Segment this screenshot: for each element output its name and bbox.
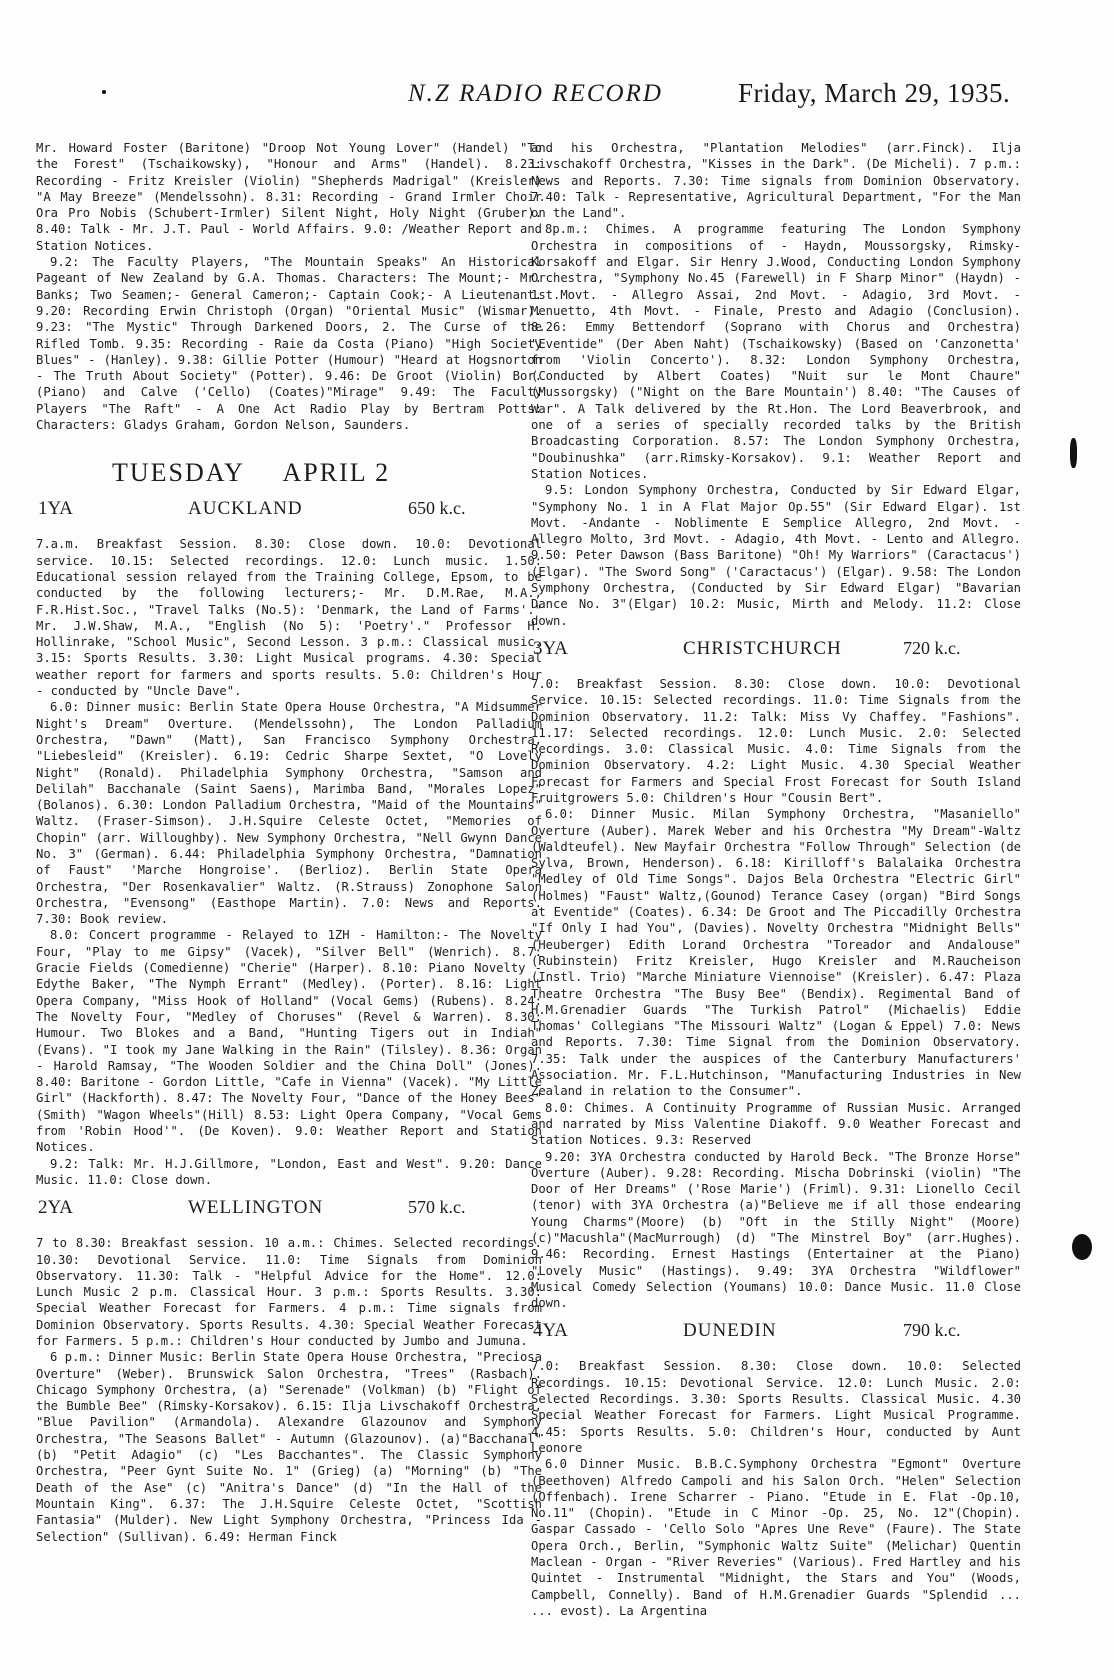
station-code: 4YA [533,1320,568,1342]
program-paragraph: Mr. Howard Foster (Baritone) "Droop Not Young Lover" (Handel) "To the Forest" (Tschaikowsky), "Honour and Arms" (Handel). 8.23: Recording - Fritz Kreisler (Violin) "Shepherds Madrigal" (Kreisler) "A May Breeze" (Mendelssohn). 8.31: Recording - Grand Irmler Choir Ora Pro Nobis (Schubert-Irmler) Silent Night, Holy Night (Gruber). 8.40: Talk - Mr. J.T. Paul - World Affairs. 9.0: /Weather Report and Station Notices. [36,141,542,253]
station-frequency: 650 k.c. [408,498,466,519]
masthead [408,78,1011,120]
station-heading [36,495,542,522]
day-name: TUESDAY [112,458,244,488]
ink-blot [1072,1234,1092,1260]
day-date: APRIL 2 [282,458,391,488]
program-paragraph: 7.0: Breakfast Session. 8.30: Close down. 10.0: Selected Recordings. 10.15: Devotional Service. 12.0: Lunch Music. 2.0: Selected Recordings. 3.30: Sports Results. Classical Music. 4.30 Special Weather Forecast for Farmers. Light Musical Programme. 4.45: Sports Results. 5.0: Children's Hour, conducted by Aunt Leonore [531,1359,1021,1455]
station-code: 3YA [533,637,568,659]
program-paragraph: 7 to 8.30: Breakfast session. 10 a.m.: Chimes. Selected recordings. 10.30: Devotional Service. 11.0: Time Signals from Dominion Observatory. 11.30: Talk - "Helpful Advice for the Home". 12.0: Lunch Music 2 p.m. Classical Hour. 3 p.m.: Sports Results. 3.30: Special Weather Forecast for Farmers. 4 p.m.: Time signals from Dominion Observatory. Sports Results. 4.30: Special Weather Forecast for Farmers. 5 p.m.: Children's Hour conducted by Jumbo and Jumuna. [36,1236,542,1348]
program-paragraph: 9.20: 3YA Orchestra conducted by Harold Beck. "The Bronze Horse" Overture (Auber). 9.28: Recording. Mischa Dobrinski (violin) "The Door of Her Dreams" ('Rose Marie') (Friml). 9.31: Lionello Cecil (tenor) with 3YA Orchestra (a)"Believe me if all those endearing Young Charms"(Moore) (b) "Oft in the Stilly Night" (Moore) (c)"Macushla"(MacMurrough) (d) "The Minstrel Boy" (arr.Hughes). 9.46: Recording. Ernest Hastings (Entertainer at the Piano) "Lovely Music" (Hastings). 9.49: 3YA Orchestra "Wildflower" Musical Comedy Selection (Youmans) 10.0: Dance Music. 11.0 Close down. [531,1149,1021,1311]
day-heading [112,457,542,489]
program-paragraph: 6 p.m.: Dinner Music: Berlin State Opera House Orchestra, "Preciosa Overture" (Weber). Brunswick Salon Orchestra, "Trees" (Rasbach). Chicago Symphony Orchestra, (a) "Serenade" (Volkman) (b) "Flight of the Bumble Bee" (Rimsky-Korsakov). 6.15: Ilja Livschakoff Orchestra, "Blue Pavilion" (Armandola). Alexandre Glazounov and Symphony Orchestra, "The Seasons Ballet" - Autumn (Glazounov). (a)"Bacchanal" (b) "Petit Adagio" (c) "Les Bacchantes". The Classic Symphony Orchestra, "Peer Gynt Suite No. 1" (Grieg) (a) "Morning" (b) "The Death of the Ase" (c) "Anitra's Dance" (d) "In the Hall of the Mountain King". 6.37: The J.H.Squire Celeste Octet, "Scottish Fantasia" (Mulder). New Light Symphony Orchestra, "Princess Ida - Selection" (Sullivan). 6.49: Herman Finck [36,1350,542,1544]
program-paragraph: 8.0: Chimes. A Continuity Programme of Russian Music. Arranged and narrated by Miss Valentine Diakoff. 9.0 Weather Forecast and Station Notices. 9.3: Reserved [531,1100,1021,1148]
ink-blot [1070,438,1077,468]
station-city: DUNEDIN [683,1320,777,1342]
program-paragraph: 8.0: Concert programme - Relayed to 1ZH - Hamilton:- The Novelty Four, "Play to me Gipsy" (Vacek), "Silver Bell" (Wenrich). 8.7: Gracie Fields (Comedienne) "Cherie" (Harper). 8.10: Piano Novelty - Edythe Baker, "The Nymph Errant" (Medley). (Porter). 8.16: Light Opera Company, "Miss Hook of Holland" (Vocal Gems) (Rubens). 8.24: The Novelty Four, "Medley of Choruses" (Revel & Warren). 8.30: Humour. Two Blokes and a Band, "Hunting Tigers out in Indiah" (Evans). "I took my Jane Walking in the Rain" (Tilsley). 8.36: Organ - Harold Ramsay, "The Wooden Soldier and the China Doll" (Jones). 8.40: Baritone - Gordon Little, "Cafe in Vienna" (Vacek). "My Little Girl" (Hackforth). 8.47: The Novelty Four, "Dance of the Honey Bees" (Smith) "Wagon Wheels"(Hill) 8.53: Light Opera Company, "Vocal Gems from 'Robin Hood'". (De Koven). 9.0: Weather Report and Station Notices. [36,928,542,1155]
left-column [36,140,542,1551]
station-heading [531,1317,1021,1344]
station-city: WELLINGTON [188,1197,324,1219]
station-section-2ya [36,1194,542,1545]
program-paragraph: 9.2: The Faculty Players, "The Mountain Speaks" An Historical Pageant of New Zealand by G.A. Thomas. Characters: The Mount;- Mr. Banks; Two Seamen;- General Cameron;- Captain Cook;- A Lieutenant. 9.20: Recording Erwin Christoph (Organ) "Oriental Music" (Wismar). 9.23: "The Mystic" Through Darkened Doors, 2. The Curse of the Rifled Tomb. 9.35: Recording - Raie da Costa (Piano) "High Society Blues" - (Hanley). 9.38: Gillie Potter (Humour) "Heard at Hogsnorton - The Truth About Society" (Potter). 9.46: De Groot (Violin) Bor. (Piano) and Calve ('Cello) (Coates)"Mirage" 9.49: The Faculty Players "The Raft" - A One Act Radio Play by Bertram Potts: Characters: Gladys Graham, Gordon Nelson, Saunders. [36,255,542,433]
station-city: AUCKLAND [188,498,303,520]
station-code: 2YA [38,1197,73,1219]
publication-title: N.Z RADIO RECORD [408,80,663,107]
station-heading [531,635,1021,662]
station-code: 1YA [38,498,73,520]
left-intro [36,140,542,433]
program-paragraph: 9.2: Talk: Mr. H.J.Gillmore, "London, East and West". 9.20: Dance Music. 11.0: Close down. [36,1156,542,1187]
program-paragraph: 6.0 Dinner Music. B.B.C.Symphony Orchestra "Egmont" Overture (Beethoven) Alfredo Campoli and his Salon Orch. "Helen" Selection (Offenbach). Irene Scharrer - Piano. "Etude in E. Flat -Op.10, No.11" (Chopin). "Etude in C Minor -Op. 25, No. 12"(Chopin). Gaspar Cassado - 'Cello Solo "Apres Une Reve" (Faure). The State Opera Orch., Berlin, "Symphonic Waltz Suite" (Melichar) Quentin Maclean - Organ - "River Reveries" (Various). Fred Hartley and his Quintet - Instrumental "Midnight, the Stars and You" (Woods, Campbell, Connelly). Band of H.M.Grenadier Guards "Splendid ... ... evost). La Argentina [531,1457,1021,1618]
ink-blot [102,90,106,94]
station-section-1ya [36,495,542,1188]
station-frequency: 720 k.c. [903,637,961,658]
right-column [531,140,1021,1625]
station-city: CHRISTCHURCH [683,637,842,659]
program-paragraph: 8p.m.: Chimes. A programme featuring The London Symphony Orchestra in compositions of - Haydn, Moussorgsky, Rimsky-Korsakoff and Elgar. Sir Henry J.Wood, Conducting London Symphony Orchestra, "Symphony No.45 (Farewell) in F Sharp Minor" (Haydn) - 1st.Movt. - Allegro Assai, 2nd Movt. - Adagio, 3rd Movt. - Menuetto, 4th Movt. - Finale, Presto and Adagio (Conclusion). 8.26: Emmy Bettendorf (Soprano with Chorus and Orchestra) "Eventide" (Der Aben Naht) (Tschaikowsky) (Based on 'Canzonetta' from 'Violin Concerto'). 8.32: London Symphony Orchestra, (Conducted by Albert Coates) "Nuit sur le Mont Chaure" (Mussorgsky) ("Night on the Bare Mountain') 8.40: "The Causes of War". A Talk delivered by the Rt.Hon. The Lord Beaverbrook, and one of a series of specially recorded talks by the British Broadcasting Corporation. 8.57: The London Symphony Orchestra, "Doubinushka" (arr.Rimsky-Korsakov). 9.1: Weather Report and Station Notices. [531,222,1021,481]
program-paragraph: 6.0: Dinner music: Berlin State Opera House Orchestra, "A Midsummer Night's Dream" Overture. (Mendelssohn), The London Palladium Orchestra, "Dawn" (Matt), San Francisco Symphony Orchestra, "Liebesleid" (Kreisler). 6.19: Cedric Sharpe Sextet, "O Lovely Night" (Ronald). Philadelphia Symphony Orchestra, "Samson and Delilah" Bacchanale (Saint Saens), Marimba Band, "Morales Lopez" (Bolanos). 6.30: London Palladium Orchestra, "Maid of the Mountains" Waltz. (Fraser-Simson). J.H.Squire Celeste Octet, "Memories of Chopin" (arr. Willoughby). New Symphony Orchestra, "Nell Gwynn Dance No. 3" (German). 6.44: Philadelphia Symphony Orchestra, "Damnation of Faust" 'Marche Hongroise'. (Berlioz). Berlin State Opera Orchestra, "Der Rosenkavalier" Waltz. (R.Strauss) Zonophone Salon Orchestra, "Evensong" (Easthope Martin). 7.0: News and Reports. 7.30: Book review. [36,700,542,927]
program-paragraph: 7.0: Breakfast Session. 8.30: Close down. 10.0: Devotional Service. 10.15: Selected recordings. 11.0: Time Signals from the Dominion Observatory. 11.2: Talk: Miss Vy Chaffey. "Fashions". 11.17: Selected recordings. 12.0: Lunch Music. 2.0: Selected Recordings. 3.0: Classical Music. 4.0: Time Signals from the Dominion Observatory. 4.2: Light Music. 4.30 Special Weather Forecast for Farmers and Special Frost Forecast for South Island Fruitgrowers 5.0: Children's Hour "Cousin Bert". [531,676,1021,805]
program-paragraph: 6.0: Dinner Music. Milan Symphony Orchestra, "Masaniello" Overture (Auber). Marek Weber and his Orchestra "My Dream"-Waltz (Waldteufel). New Mayfair Orchestra "Follow Through" Selection (de Sylva, Brown, Henderson). 6.18: Kirilloff's Balalaika Orchestra "Medley of Old Time Songs". Dajos Bela Orchestra "Electric Girl" (Holmes) "Faust" Waltz,(Gounod) Terance Casey (organ) "Bird Songs at Eventide" (Coates). 6.34: De Groot and The Piccadilly Orchestra "If Only I had You", (Davies). Novelty Orchestra "Midnight Bells" (Heuberger) Edith Lorand Orchestra "Toreador and Andalouse" (Rubinstein) Fritz Kreisler, Hugo Kreisler and M.Raucheison (Instl. Trio) "Marche Miniature Viennoise" (Kreisler). 6.47: Plaza Theatre Orchestra "The Busy Bee" (Bendix). Regimental Band of H.M.Grenadier Guards "The Turkish Patrol" (Michaelis) Eddie Thomas' Collegians "The Missouri Waltz" (Logan & Eppel) 7.0: News and Reports. 7.30: Time Signal from the Dominion Observatory. 7.35: Talk under the auspices of the Canterbury Manufacturers' Association. Mr. F.L.Hutchinson, "Manufacturing Industries in New Zealand in relation to the Consumer". [531,807,1021,1099]
station-heading [36,1194,542,1221]
station-section-4ya [531,1317,1021,1619]
issue-date: Friday, March 29, 1935. [738,78,1011,108]
program-paragraph: 7.a.m. Breakfast Session. 8.30: Close down. 10.0: Devotional service. 10.15: Selected recordings. 12.0: Lunch music. 1.50: Educational session relayed from the Training College, Epsom, to be conducted by the following lecturers;- Mr. D.M.Rae, M.A., F.R.Hist.Soc., "Travel Talks (No.5): 'Denmark, the Land of Farms'." Mr. J.W.Shaw, M.A., "English (No 5): 'Poetry'." Professor H. Hollinrake, "School Music", Second Lesson. 3 p.m.: Classical music. 3.15: Sports Results. 3.30: Light Musical programs. 4.30: Special weather report for farmers and sports results. 5.0: Children's Hour - conducted by "Uncle Dave". [36,537,542,699]
right-intro [531,140,1021,629]
station-frequency: 570 k.c. [408,1197,466,1218]
program-paragraph: 9.5: London Symphony Orchestra, Conducted by Sir Edward Elgar, "Symphony No. 1 in A Flat Major Op.55" (Sir Edward Elgar). 1st Movt. -Andante - Noblimente E Semplice Allegro, 2nd Movt. - Allegro Molto, 3rd Movt. - Adagio, 4th Movt. - Lento and Allegro. 9.50: Peter Dawson (Bass Baritone) "Oh! My Warriors" (Caractacus') (Elgar). "The Sword Song" ('Caractacus') (Elgar). 9.58: The London Symphony Orchestra, (Conducted by Sir Edward Elgar) "Bavarian Dance No. 3"(Elgar) 10.2: Music, Mirth and Melody. 11.2: Close down. [531,483,1021,628]
station-frequency: 790 k.c. [903,1320,961,1341]
station-section-3ya [531,635,1021,1312]
program-paragraph: and his Orchestra, "Plantation Melodies" (arr.Finck). Ilja Livschakoff Orchestra, "Kisses in the Dark". (De Micheli). 7 p.m.: News and Reports. 7.30: Time signals from Dominion Observatory. 7.40: Talk - Representative, Agricultural Department, "For the Man on the Land". [531,141,1021,221]
